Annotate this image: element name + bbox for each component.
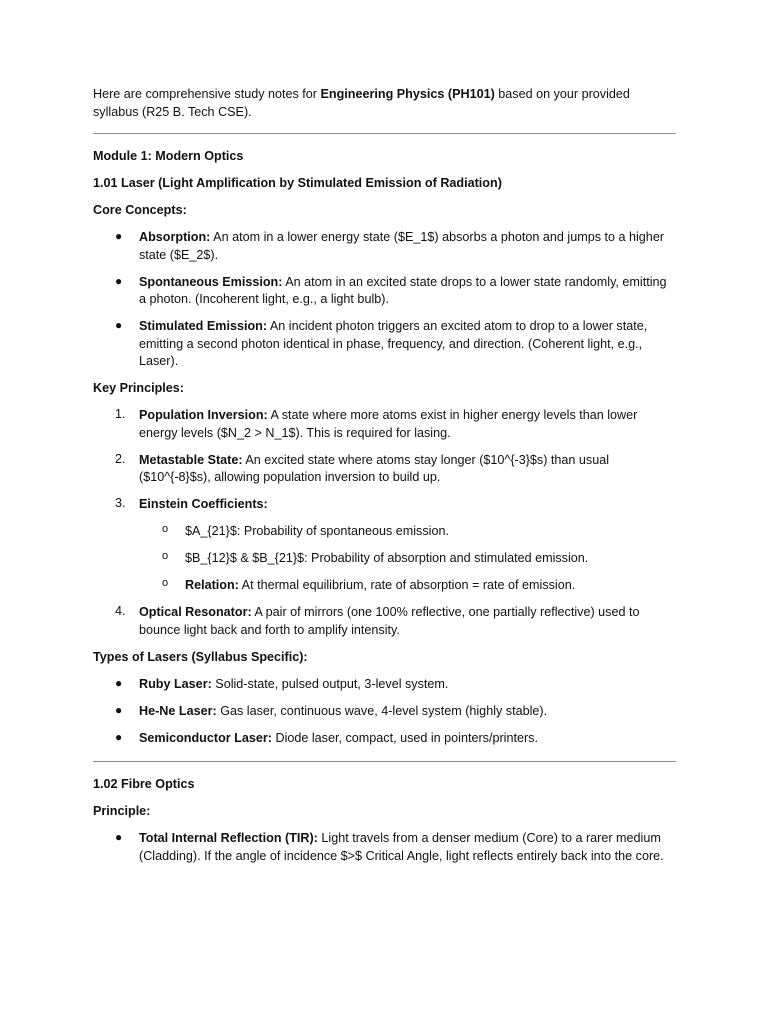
list-item — [93, 274, 676, 309]
definition: Diode laser, compact, used in pointers/printers. — [271, 730, 538, 745]
term: Population Inversion: — [139, 408, 268, 422]
list-number: 4. — [115, 604, 126, 618]
core-concepts-heading: Core Concepts: — [93, 203, 187, 217]
intro-text-end: based on your provided syllabus (R25 B. Tech CSE). — [93, 87, 630, 119]
circle-bullet-icon: o — [162, 577, 169, 589]
list-item — [93, 676, 676, 694]
definition: $B_{12}$ & $B_{21}$: Probability of absorption and stimulated emission. — [185, 551, 589, 565]
sub-list-item — [93, 550, 676, 568]
definition: $A_{21}$: Probability of spontaneous emission. — [185, 524, 449, 538]
definition: An atom in a lower energy state ($E_1$) absorbs a photon and jumps to a higher state ($E_2$). — [139, 230, 665, 262]
bullet-icon: ● — [115, 273, 123, 288]
term: Total Internal Reflection (TIR): — [139, 831, 318, 845]
term: Relation: — [185, 578, 239, 592]
list-item — [93, 703, 676, 721]
term: Einstein Coefficients: — [139, 497, 268, 511]
bullet-icon: ● — [115, 318, 123, 332]
course-name: Engineering Physics (PH101) — [320, 87, 495, 101]
bullet-icon: ● — [115, 229, 123, 243]
intro-paragraph — [93, 86, 676, 121]
list-item — [93, 496, 676, 514]
list-item — [93, 407, 676, 442]
list-number: 2. — [115, 451, 126, 466]
term: Metastable State: — [139, 452, 243, 467]
list-number: 3. — [115, 496, 126, 510]
definition: At thermal equilibrium, rate of absorption = rate of emission. — [238, 578, 576, 592]
term: Ruby Laser: — [139, 676, 212, 691]
definition: A state where more atoms exist in higher energy levels than lower energy levels ($N_2 > N_1$). This is required for lasing. — [139, 408, 638, 440]
key-principles-heading: Key Principles: — [93, 381, 184, 395]
core-concepts-list — [93, 229, 676, 371]
bullet-icon: ● — [115, 729, 123, 744]
intro-text: Here are comprehensive study notes for — [93, 87, 321, 101]
list-item — [93, 318, 676, 371]
term: Spontaneous Emission: — [139, 274, 283, 289]
module-title: Module 1: Modern Optics — [93, 149, 244, 163]
definition: An excited state where atoms stay longer ($10^{-3}$s) than usual ($10^{-8}$s), allowing population inversion to build up. — [139, 452, 610, 484]
divider — [93, 761, 676, 762]
definition: An incident photon triggers an excited atom to drop to a lower state, emitting a second photon identical in phase, frequency, and direction. (Coherent light, e.g., Laser). — [139, 319, 648, 368]
term: Semiconductor Laser: — [139, 730, 272, 745]
term: Optical Resonator: — [139, 605, 252, 619]
term: Stimulated Emission: — [139, 319, 268, 333]
bullet-icon: ● — [115, 675, 123, 690]
laser-types-list — [93, 676, 676, 748]
circle-bullet-icon: o — [162, 550, 169, 562]
sub-list-item — [93, 577, 676, 595]
document-page — [93, 86, 676, 875]
sub-list-item — [93, 523, 676, 541]
definition: A pair of mirrors (one 100% reflective, one partially reflective) used to bounce light back and forth to amplify intensity. — [139, 605, 640, 637]
list-item — [93, 604, 676, 639]
laser-section-title: 1.01 Laser (Light Amplification by Stimulated Emission of Radiation) — [93, 176, 502, 190]
circle-bullet-icon: o — [162, 523, 169, 535]
term: Absorption: — [139, 230, 211, 244]
list-item — [93, 452, 676, 487]
key-principles-list — [93, 407, 676, 639]
bullet-icon: ● — [115, 830, 123, 844]
bullet-icon: ● — [115, 702, 123, 717]
list-item — [93, 229, 676, 264]
fibre-section-title: 1.02 Fibre Optics — [93, 777, 195, 791]
laser-types-heading: Types of Lasers (Syllabus Specific): — [93, 649, 308, 664]
term: He-Ne Laser: — [139, 703, 217, 718]
fibre-principle-list — [93, 830, 676, 865]
list-number: 1. — [115, 407, 126, 421]
definition: Solid-state, pulsed output, 3-level system. — [211, 676, 449, 691]
list-item — [93, 730, 676, 748]
principle-heading: Principle: — [93, 804, 151, 818]
definition: An atom in an excited state drops to a lower state randomly, emitting a photon. (Incoherent light, e.g., a light bulb). — [139, 274, 667, 306]
divider — [93, 133, 676, 134]
definition: Gas laser, continuous wave, 4-level system (highly stable). — [216, 703, 548, 718]
list-item — [93, 830, 676, 865]
definition: Light travels from a denser medium (Core) to a rarer medium (Cladding). If the angle of incidence $>$ Critical Angle, light reflects entirely back into the core. — [139, 831, 664, 863]
